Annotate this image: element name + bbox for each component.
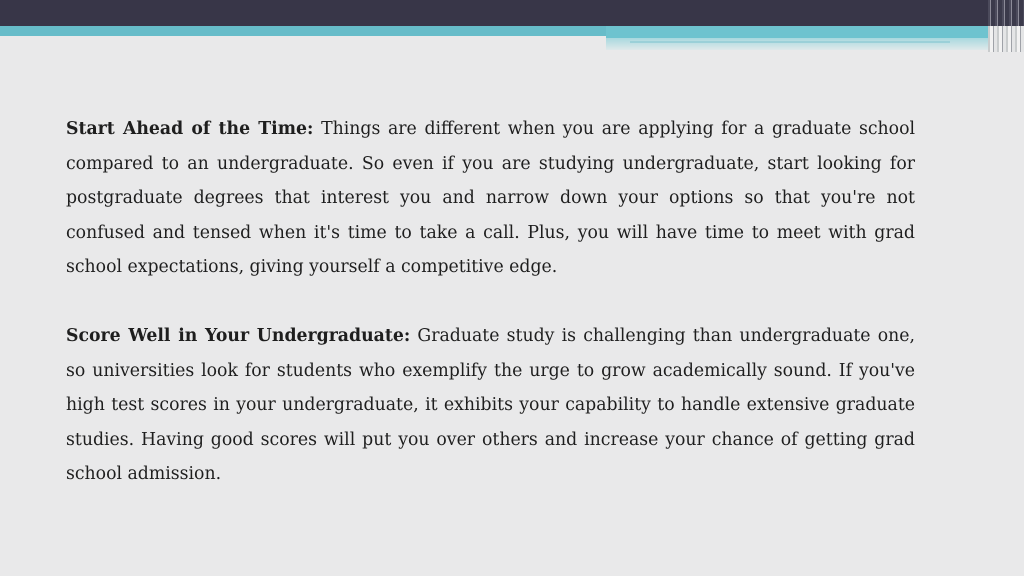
paragraph-start-ahead	[66, 112, 915, 285]
paragraph-score-well	[66, 319, 915, 492]
paragraph-heading: Score Well in Your Undergraduate:	[66, 325, 411, 346]
paragraph-text: Graduate study is challenging than undergraduate one, so universities look for students who exemplify the urge to grow academically sound. If you've high test scores in your undergraduate, it exhibits your capability to handle extensive graduate studies. Having good scores will put you over others and increase your chance of getting grad school admission.	[66, 325, 915, 485]
accent-stripe-right	[606, 26, 1024, 38]
accent-stripe-left	[0, 26, 606, 36]
top-banner-bar	[0, 0, 1024, 26]
corner-decoration-dark	[988, 0, 1024, 26]
accent-stripe-shadow	[606, 38, 1006, 50]
paragraph-text: Things are different when you are applying for a graduate school compared to an undergraduate. So even if you are studying undergraduate, start looking for postgraduate degrees that interest you and narrow down your options so that you're not confused and tensed when it's time to take a call. Plus, you will have time to meet with grad school expectations, giving yourself a competitive edge.	[66, 119, 915, 278]
slide-body	[66, 112, 915, 492]
accent-thin-line	[630, 41, 950, 43]
paragraph-heading: Start Ahead of the Time:	[66, 119, 314, 139]
